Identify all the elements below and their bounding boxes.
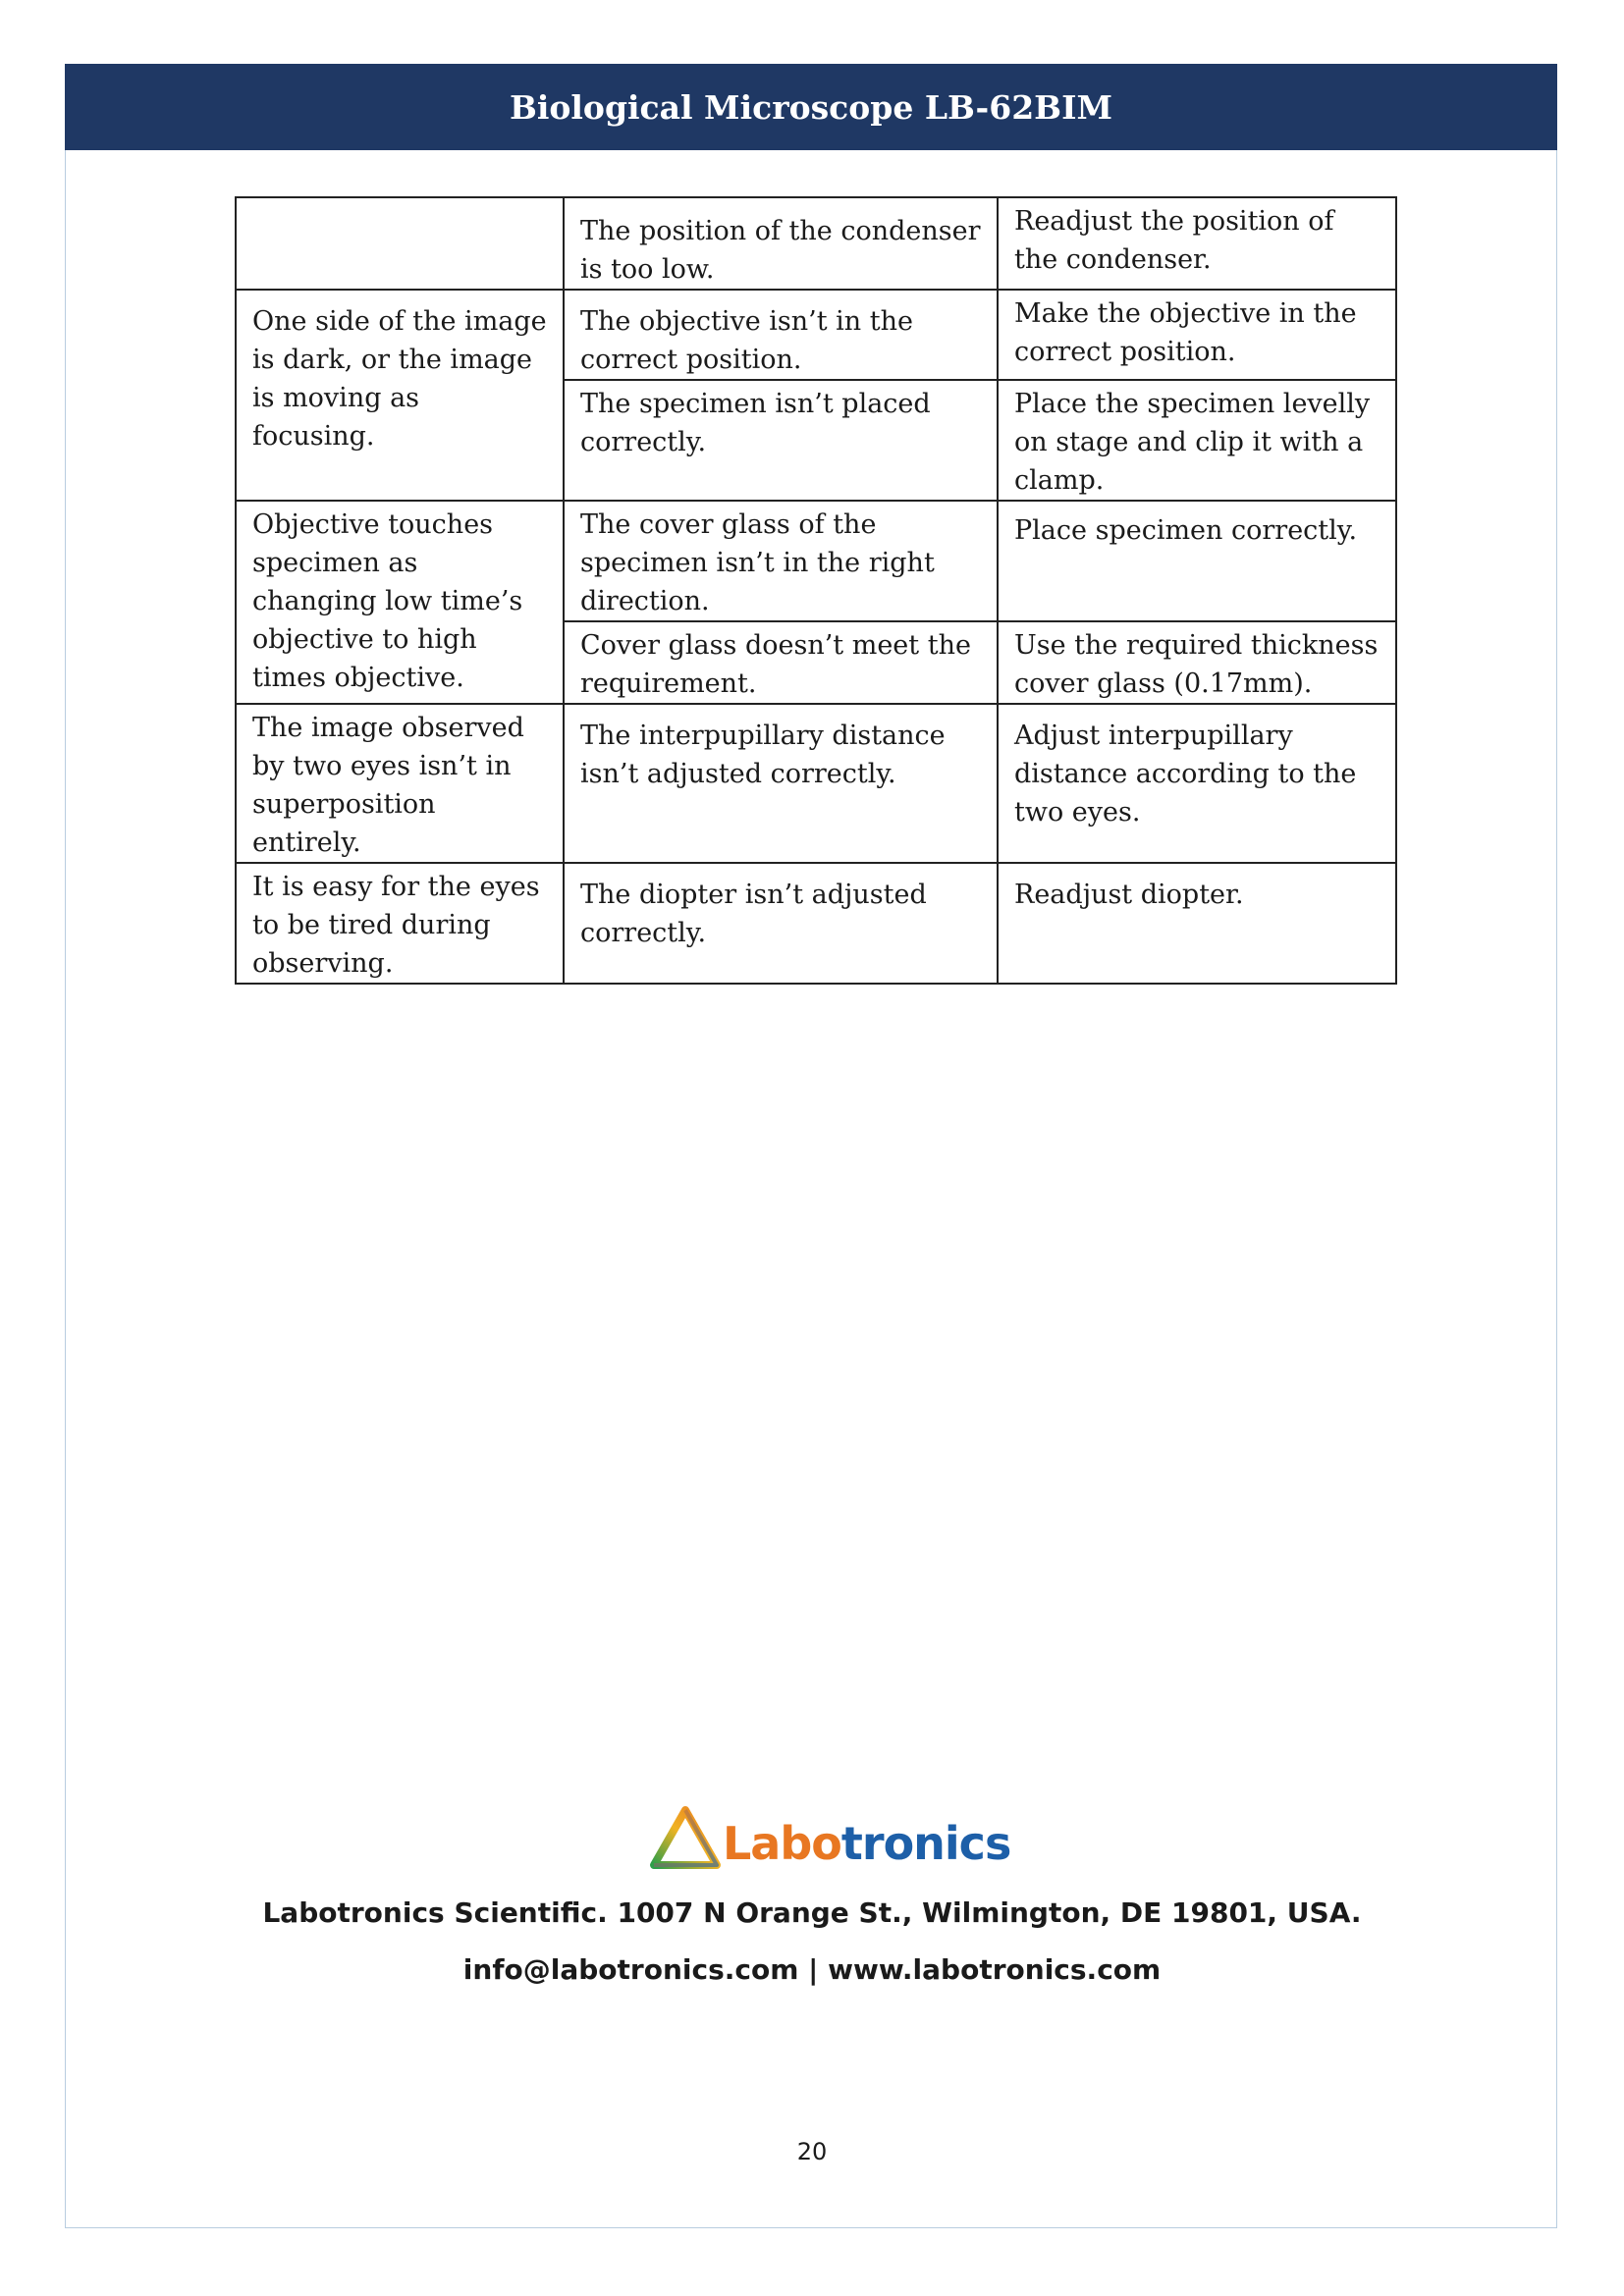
solution-cell: Readjust diopter.	[998, 863, 1396, 984]
contact-info: info@labotronics.com | www.labotronics.com	[462, 1953, 1162, 1986]
header-bar	[65, 64, 1557, 150]
problem-cell: It is easy for the eyes to be tired during observing.	[236, 863, 564, 984]
cause-cell: Cover glass doesn’t meet the requirement.	[564, 621, 998, 704]
solution-cell: Place specimen correctly.	[998, 501, 1396, 621]
table-row	[236, 290, 1396, 380]
triangle-logo-icon	[650, 1804, 1011, 1873]
solution-cell: Place the specimen levelly on stage and clip it with a clamp.	[998, 380, 1396, 501]
table-row	[236, 704, 1396, 863]
solution-cell: Use the required thickness cover glass (0.17mm).	[998, 621, 1396, 704]
problem-cell: The image observed by two eyes isn’t in superposition entirely.	[236, 704, 564, 863]
table-row	[236, 863, 1396, 984]
page-number: 20	[796, 2138, 828, 2165]
cause-cell: The diopter isn’t adjusted correctly.	[564, 863, 998, 984]
solution-cell: Readjust the position of the condenser.	[998, 197, 1396, 290]
cause-cell: The cover glass of the specimen isn’t in the right direction.	[564, 501, 998, 621]
problem-cell	[236, 197, 564, 290]
solution-cell: Adjust interpupillary distance according to the two eyes.	[998, 704, 1396, 863]
cause-cell: The interpupillary distance isn’t adjusted correctly.	[564, 704, 998, 863]
troubleshooting-table	[235, 196, 1397, 985]
problem-cell: Objective touches specimen as changing low time’s objective to high times objective.	[236, 501, 564, 704]
document-title: Biological Microscope LB-62BIM	[509, 87, 1113, 127]
table-row	[236, 501, 1396, 621]
cause-cell: The position of the condenser is too low.	[564, 197, 998, 290]
svg-text:Labotronics: Labotronics	[723, 1817, 1011, 1870]
cause-cell: The specimen isn’t placed correctly.	[564, 380, 998, 501]
solution-cell: Make the objective in the correct position.	[998, 290, 1396, 380]
company-address: Labotronics Scientific. 1007 N Orange St., Wilmington, DE 19801, USA.	[262, 1896, 1362, 1929]
labotronics-logo	[650, 1804, 1011, 1873]
problem-cell: One side of the image is dark, or the image is moving as focusing.	[236, 290, 564, 501]
cause-cell: The objective isn’t in the correct position.	[564, 290, 998, 380]
table-row	[236, 197, 1396, 290]
